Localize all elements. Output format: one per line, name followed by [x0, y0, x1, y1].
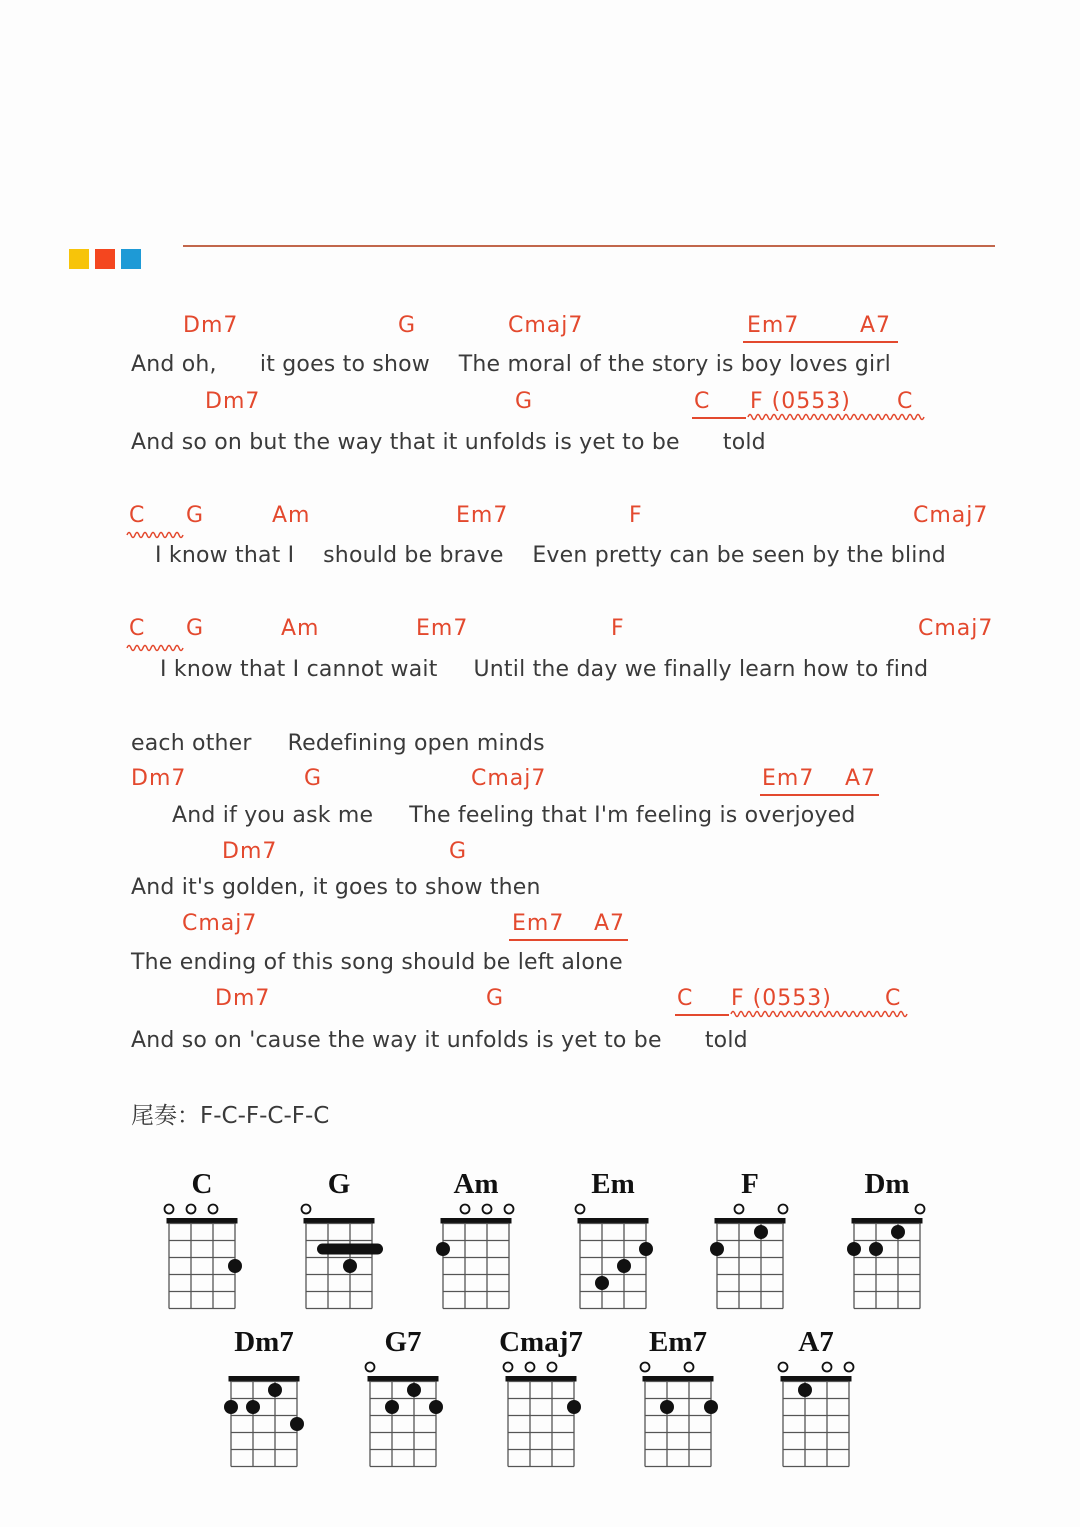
chord-underline-solid	[675, 1014, 729, 1016]
chord-diagram	[638, 1360, 726, 1472]
chord-diagram-label: Am	[453, 1168, 499, 1200]
chord-label: C	[677, 986, 694, 1011]
chord-diagram	[501, 1360, 589, 1472]
chord-label: A7	[594, 911, 626, 936]
barre-bar	[317, 1244, 383, 1255]
fret-dot	[869, 1242, 883, 1256]
chord-label: F (0553)	[731, 986, 832, 1011]
chord-label: Dm7	[222, 839, 278, 864]
open-string-icon	[845, 1363, 854, 1372]
fret-dot	[754, 1225, 768, 1239]
nut-bar	[715, 1218, 786, 1224]
chord-label: C	[897, 389, 914, 414]
chord-diagram-label: Em	[591, 1168, 635, 1200]
chord-diagram	[710, 1202, 798, 1314]
nut-bar	[441, 1218, 512, 1224]
open-string-icon	[209, 1205, 218, 1214]
chord-diagram-label: A7	[798, 1326, 834, 1358]
chord-label: Em7	[762, 766, 815, 791]
fret-dot	[891, 1225, 905, 1239]
chord-label: A7	[845, 766, 877, 791]
open-string-icon	[548, 1363, 557, 1372]
chord-label: Cmaj7	[471, 766, 547, 791]
lyric-line: The ending of this song should be left alone	[131, 950, 623, 975]
fretboard-grid	[508, 1382, 574, 1467]
open-string-icon	[641, 1363, 650, 1372]
chord-diagram-label: Dm	[864, 1168, 910, 1200]
fret-dot	[385, 1400, 399, 1414]
chord-diagram	[776, 1360, 864, 1472]
chord-label: F	[611, 616, 625, 641]
lyric-line: And so on but the way that it unfolds is yet to be told	[131, 430, 766, 455]
open-string-icon	[366, 1363, 375, 1372]
nut-bar	[368, 1376, 439, 1382]
open-string-icon	[461, 1205, 470, 1214]
header-rule	[183, 245, 995, 247]
fret-dot	[617, 1259, 631, 1273]
chord-label: G	[304, 766, 323, 791]
chord-diagram	[573, 1202, 661, 1314]
open-string-icon	[779, 1363, 788, 1372]
chord-diagram-label: Dm7	[234, 1326, 294, 1358]
chord-label: G	[398, 313, 417, 338]
chord-label: Cmaj7	[913, 503, 989, 528]
lyric-line: And if you ask me The feeling that I'm feeling is overjoyed	[172, 803, 856, 828]
chord-label: Cmaj7	[918, 616, 994, 641]
fret-dot	[704, 1400, 718, 1414]
chord-label: Em7	[416, 616, 469, 641]
open-string-icon	[823, 1363, 832, 1372]
nut-bar	[643, 1376, 714, 1382]
fretboard-grid	[717, 1224, 783, 1309]
chord-diagram	[299, 1202, 387, 1314]
chord-diagram	[847, 1202, 935, 1314]
open-string-icon	[504, 1363, 513, 1372]
lyric-line: And so on 'cause the way it unfolds is yet to be told	[131, 1028, 748, 1053]
chord-diagram-label: Em7	[649, 1326, 707, 1358]
chord-diagram	[436, 1202, 524, 1314]
chord-underline-wavy	[731, 1009, 901, 1018]
open-string-icon	[187, 1205, 196, 1214]
chord-diagram	[363, 1360, 451, 1472]
fret-dot	[595, 1276, 609, 1290]
chord-label: Dm7	[215, 986, 271, 1011]
chord-label: Dm7	[205, 389, 261, 414]
fret-dot	[710, 1242, 724, 1256]
chord-underline-wavy	[748, 412, 917, 421]
fretboard-grid	[580, 1224, 646, 1309]
fret-dot	[639, 1242, 653, 1256]
chord-diagram-label: G7	[384, 1326, 422, 1358]
chord-diagram-label: F	[741, 1168, 759, 1200]
fret-dot	[436, 1242, 450, 1256]
fretboard-grid	[306, 1224, 372, 1309]
open-string-icon	[916, 1205, 925, 1214]
chord-label: Em7	[747, 313, 800, 338]
open-string-icon	[576, 1205, 585, 1214]
chord-underline-solid	[743, 341, 898, 343]
lyric-line: And it's golden, it goes to show then	[131, 875, 541, 900]
chord-label: F (0553)	[750, 389, 851, 414]
open-string-icon	[685, 1363, 694, 1372]
fretboard-grid	[169, 1224, 235, 1309]
fret-dot	[798, 1383, 812, 1397]
chord-label: Cmaj7	[182, 911, 258, 936]
chord-label: Cmaj7	[508, 313, 584, 338]
chord-label: F	[629, 503, 643, 528]
chord-underline-wavy	[127, 530, 178, 539]
fretboard-grid	[231, 1382, 297, 1467]
accent-square	[95, 249, 115, 269]
chord-underline-solid	[692, 417, 746, 419]
lyric-line: I know that I cannot wait Until the day we finally learn how to find	[160, 657, 929, 682]
chord-label: G	[186, 616, 205, 641]
chord-label: Dm7	[131, 766, 187, 791]
fret-dot	[224, 1400, 238, 1414]
fretboard-grid	[370, 1382, 436, 1467]
fret-dot	[567, 1400, 581, 1414]
lyric-line: each other Redefining open minds	[131, 731, 545, 756]
chord-label: Em7	[512, 911, 565, 936]
fret-dot	[847, 1242, 861, 1256]
chord-underline-solid	[509, 939, 628, 941]
chord-label: G	[449, 839, 468, 864]
chord-label: Em7	[456, 503, 509, 528]
fret-dot	[290, 1417, 304, 1431]
chord-label: G	[186, 503, 205, 528]
fret-dot	[429, 1400, 443, 1414]
fretboard-grid	[854, 1224, 920, 1309]
accent-square	[121, 249, 141, 269]
open-string-icon	[735, 1205, 744, 1214]
open-string-icon	[302, 1205, 311, 1214]
fret-dot	[268, 1383, 282, 1397]
chord-label: Am	[272, 503, 311, 528]
chord-diagram-label: G	[327, 1168, 351, 1200]
chord-label: C	[694, 389, 711, 414]
nut-bar	[506, 1376, 577, 1382]
chord-label: G	[486, 986, 505, 1011]
chord-label: Dm7	[183, 313, 239, 338]
open-string-icon	[779, 1205, 788, 1214]
fret-dot	[660, 1400, 674, 1414]
lyric-line: And oh, it goes to show The moral of the story is boy loves girl	[131, 352, 891, 377]
chord-diagram-label: Cmaj7	[499, 1326, 583, 1358]
nut-bar	[781, 1376, 852, 1382]
fret-dot	[228, 1259, 242, 1273]
nut-bar	[304, 1218, 375, 1224]
open-string-icon	[505, 1205, 514, 1214]
chord-diagram-label: C	[191, 1168, 213, 1200]
outro-line: 尾奏：F-C-F-C-F-C	[131, 1103, 330, 1129]
chord-label: Am	[281, 616, 320, 641]
fretboard-grid	[645, 1382, 711, 1467]
fretboard-grid	[783, 1382, 849, 1467]
fret-dot	[246, 1400, 260, 1414]
nut-bar	[578, 1218, 649, 1224]
chord-diagram	[162, 1202, 250, 1314]
chord-underline-solid	[760, 794, 879, 796]
fret-dot	[343, 1259, 357, 1273]
chord-diagram	[224, 1360, 312, 1472]
open-string-icon	[483, 1205, 492, 1214]
chord-label: C	[129, 503, 146, 528]
nut-bar	[167, 1218, 238, 1224]
nut-bar	[229, 1376, 300, 1382]
chord-label: A7	[860, 313, 892, 338]
fretboard-grid	[443, 1224, 509, 1309]
nut-bar	[852, 1218, 923, 1224]
chord-label: G	[515, 389, 534, 414]
fret-dot	[407, 1383, 421, 1397]
lyric-line: I know that I should be brave Even pretty can be seen by the blind	[155, 543, 946, 568]
chord-label: C	[129, 616, 146, 641]
accent-square	[69, 249, 89, 269]
chord-underline-wavy	[127, 643, 178, 652]
chord-label: C	[885, 986, 902, 1011]
open-string-icon	[165, 1205, 174, 1214]
open-string-icon	[526, 1363, 535, 1372]
